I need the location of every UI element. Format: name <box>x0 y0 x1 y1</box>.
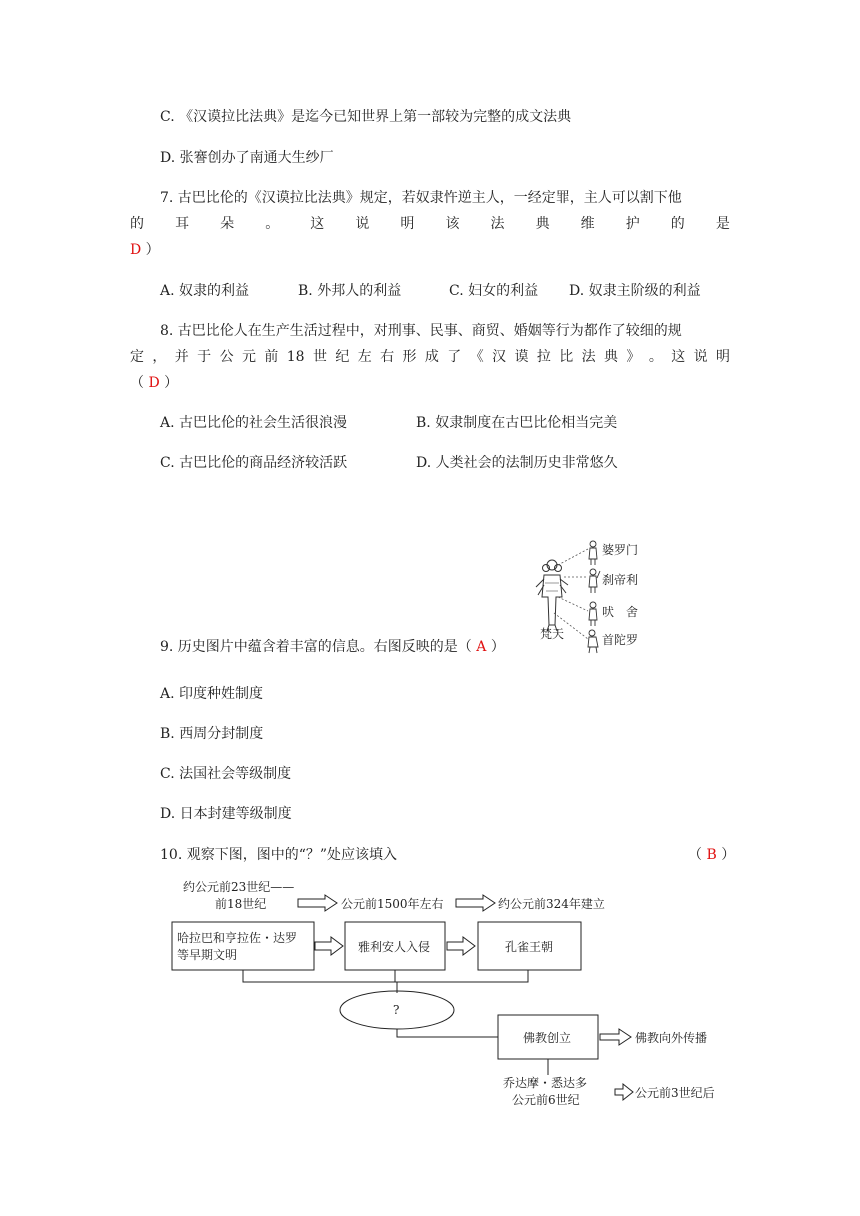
caste-figure <box>530 535 650 657</box>
q7-char: 。 <box>265 216 280 232</box>
q8-char: 定 <box>130 349 144 365</box>
god-label: 梵天 <box>540 627 565 641</box>
q7-char: 明 <box>400 216 415 232</box>
q8-options-row2 <box>160 454 618 472</box>
q8-char: 于 <box>197 349 212 365</box>
q8-char: 18 <box>286 349 305 365</box>
box-aryan-invasion-label: 雅利安人入侵 <box>358 940 431 954</box>
buddhism-spread-label: 佛教向外传播 <box>635 1031 708 1045</box>
q8-option-d: D. 人类社会的法制历史非常悠久 <box>416 455 618 471</box>
box-buddhism-label: 佛教创立 <box>523 1031 572 1045</box>
q9-option-b: B. 西周分封制度 <box>160 726 264 742</box>
q7-char: 耳 <box>175 216 190 232</box>
caste-label-shudra: 首陀罗 <box>602 633 639 647</box>
q8-close-paren: ） <box>159 375 179 391</box>
q7-option-c: C. 妇女的利益 <box>449 283 539 299</box>
q9-answer: A <box>476 639 487 655</box>
caste-label-vaishya: 吠 舍 <box>602 605 639 619</box>
q8-char: 说 <box>693 349 708 365</box>
q7-char: 法 <box>490 216 505 232</box>
q8-stem-line2 <box>130 348 730 366</box>
q7-char: 该 <box>445 216 460 232</box>
date-early-civilization-end: 前18世纪 <box>215 897 267 911</box>
q8-char: 典 <box>604 349 619 365</box>
q6-option-c: C. 《汉谟拉比法典》是迄今已知世界上第一部较为完整的成文法典 <box>160 109 572 125</box>
founder-date: 公元前6世纪 <box>512 1093 580 1107</box>
arrow-icon <box>600 1029 631 1045</box>
q8-char: 前 <box>264 349 279 365</box>
ellipse-question-mark: ? <box>393 1003 400 1017</box>
q8-char: 右 <box>380 349 395 365</box>
arrow-icon <box>447 937 475 955</box>
q7-option-a: A. 奴隶的利益 <box>160 283 250 299</box>
q7-char: 维 <box>580 216 595 232</box>
q8-char: 这 <box>671 349 686 365</box>
q8-stem-line1: 8. 古巴比伦人在生产生活过程中，对刑事、民事、商贸、婚姻等行为都作了较细的规 <box>160 323 682 339</box>
q8-char: 汉 <box>492 349 507 365</box>
founder-name: 乔达摩・悉达多 <box>503 1076 588 1090</box>
q7-char: 的 <box>670 216 685 232</box>
q8-char: 世 <box>312 349 327 365</box>
caste-label-kshatriya: 刹帝利 <box>602 573 639 587</box>
q8-char: 拉 <box>536 349 551 365</box>
q7-char: 说 <box>355 216 370 232</box>
q7-answer: D <box>130 242 142 258</box>
arrow-icon <box>315 937 343 955</box>
q8-char: 了 <box>447 349 462 365</box>
q7-char: 的 <box>130 216 144 232</box>
q9-option-a: A. 印度种姓制度 <box>160 686 264 702</box>
q8-char: 法 <box>581 349 596 365</box>
box-early-civilization-line2: 等早期文明 <box>177 948 238 962</box>
q7-char: 护 <box>625 216 640 232</box>
q7-option-b: B. 外邦人的利益 <box>298 283 402 299</box>
q8-char: 成 <box>424 349 439 365</box>
q10-close-paren: ） <box>716 847 736 863</box>
q9-option-c: C. 法国社会等级制度 <box>160 766 292 782</box>
q7-char: 是 <box>715 216 730 232</box>
india-history-flow-diagram <box>165 875 735 1115</box>
q7-char: 朵 <box>220 216 235 232</box>
box-early-civilization-line1: 哈拉巴和亨拉佐・达罗 <box>177 931 298 945</box>
q7-stem-line2 <box>130 215 730 233</box>
date-aryan-invasion: 公元前1500年左右 <box>341 897 444 911</box>
q8-option-b: B. 奴隶制度在古巴比伦相当完美 <box>416 415 618 431</box>
later-date-label: 公元前3世纪后 <box>635 1086 715 1100</box>
q8-char: 》 <box>626 349 641 365</box>
brahmin-figure-icon <box>589 541 597 565</box>
q8-answer: D <box>148 375 160 391</box>
q8-char: 《 <box>469 349 484 365</box>
q6-option-d: D. 张謇创办了南通大生纱厂 <box>160 150 334 166</box>
q7-char: 这 <box>310 216 325 232</box>
caste-label-brahmin: 婆罗门 <box>602 543 639 557</box>
box-maurya-label: 孔雀王朝 <box>505 940 554 954</box>
q8-option-c: C. 古巴比伦的商品经济较活跃 <box>160 455 348 471</box>
vaishya-figure-icon <box>589 602 597 626</box>
q9-stem-text: 9. 历史图片中蕴含着丰富的信息。右图反映的是（ <box>160 639 477 655</box>
q8-char: 。 <box>648 349 663 365</box>
q8-option-a: A. 古巴比伦的社会生活很浪漫 <box>160 415 348 431</box>
q8-char: ， <box>152 349 167 365</box>
date-early-civilization: 约公元前23世纪—— <box>183 880 295 894</box>
arrow-icon <box>615 1084 633 1100</box>
q8-char: 纪 <box>335 349 350 365</box>
box-early-civilization <box>172 922 314 970</box>
kshatriya-figure-icon <box>589 569 600 593</box>
q10-answer: B <box>706 847 717 863</box>
q8-open-paren: （ <box>130 375 149 391</box>
q9-stem <box>160 638 505 656</box>
shudra-figure-icon <box>588 630 598 653</box>
q10-open-paren: （ <box>688 847 707 863</box>
q7-options <box>160 282 701 300</box>
brahma-figure-icon <box>536 560 568 631</box>
q10-answer-paren <box>688 846 735 864</box>
q8-char: 谟 <box>514 349 529 365</box>
q10-stem: 10. 观察下图，图中的“？”处应该填入 <box>160 847 398 863</box>
q8-char: 明 <box>715 349 730 365</box>
q8-char: 元 <box>241 349 256 365</box>
q8-char: 公 <box>219 349 234 365</box>
q8-options-row1 <box>160 414 617 432</box>
q7-char: 典 <box>535 216 550 232</box>
q9-close-paren: ） <box>486 639 505 655</box>
arrow-icon <box>456 895 495 911</box>
q7-answer-line <box>130 241 160 259</box>
q9-option-d: D. 日本封建等级制度 <box>160 806 292 822</box>
q8-char: 并 <box>174 349 189 365</box>
q8-char: 比 <box>559 349 574 365</box>
q7-option-d: D. 奴隶主阶级的利益 <box>569 283 701 299</box>
q7-stem-line1: 7. 古巴比伦的《汉谟拉比法典》规定，若奴隶忤逆主人，一经定罪，主人可以割下他 <box>160 190 682 206</box>
q8-answer-line <box>130 374 178 392</box>
q8-char: 左 <box>357 349 372 365</box>
date-maurya: 约公元前324年建立 <box>498 897 605 911</box>
caste-connectors <box>554 549 588 639</box>
q7-close-paren: ） <box>141 242 160 258</box>
q8-char: 形 <box>402 349 417 365</box>
arrow-icon <box>298 895 337 911</box>
